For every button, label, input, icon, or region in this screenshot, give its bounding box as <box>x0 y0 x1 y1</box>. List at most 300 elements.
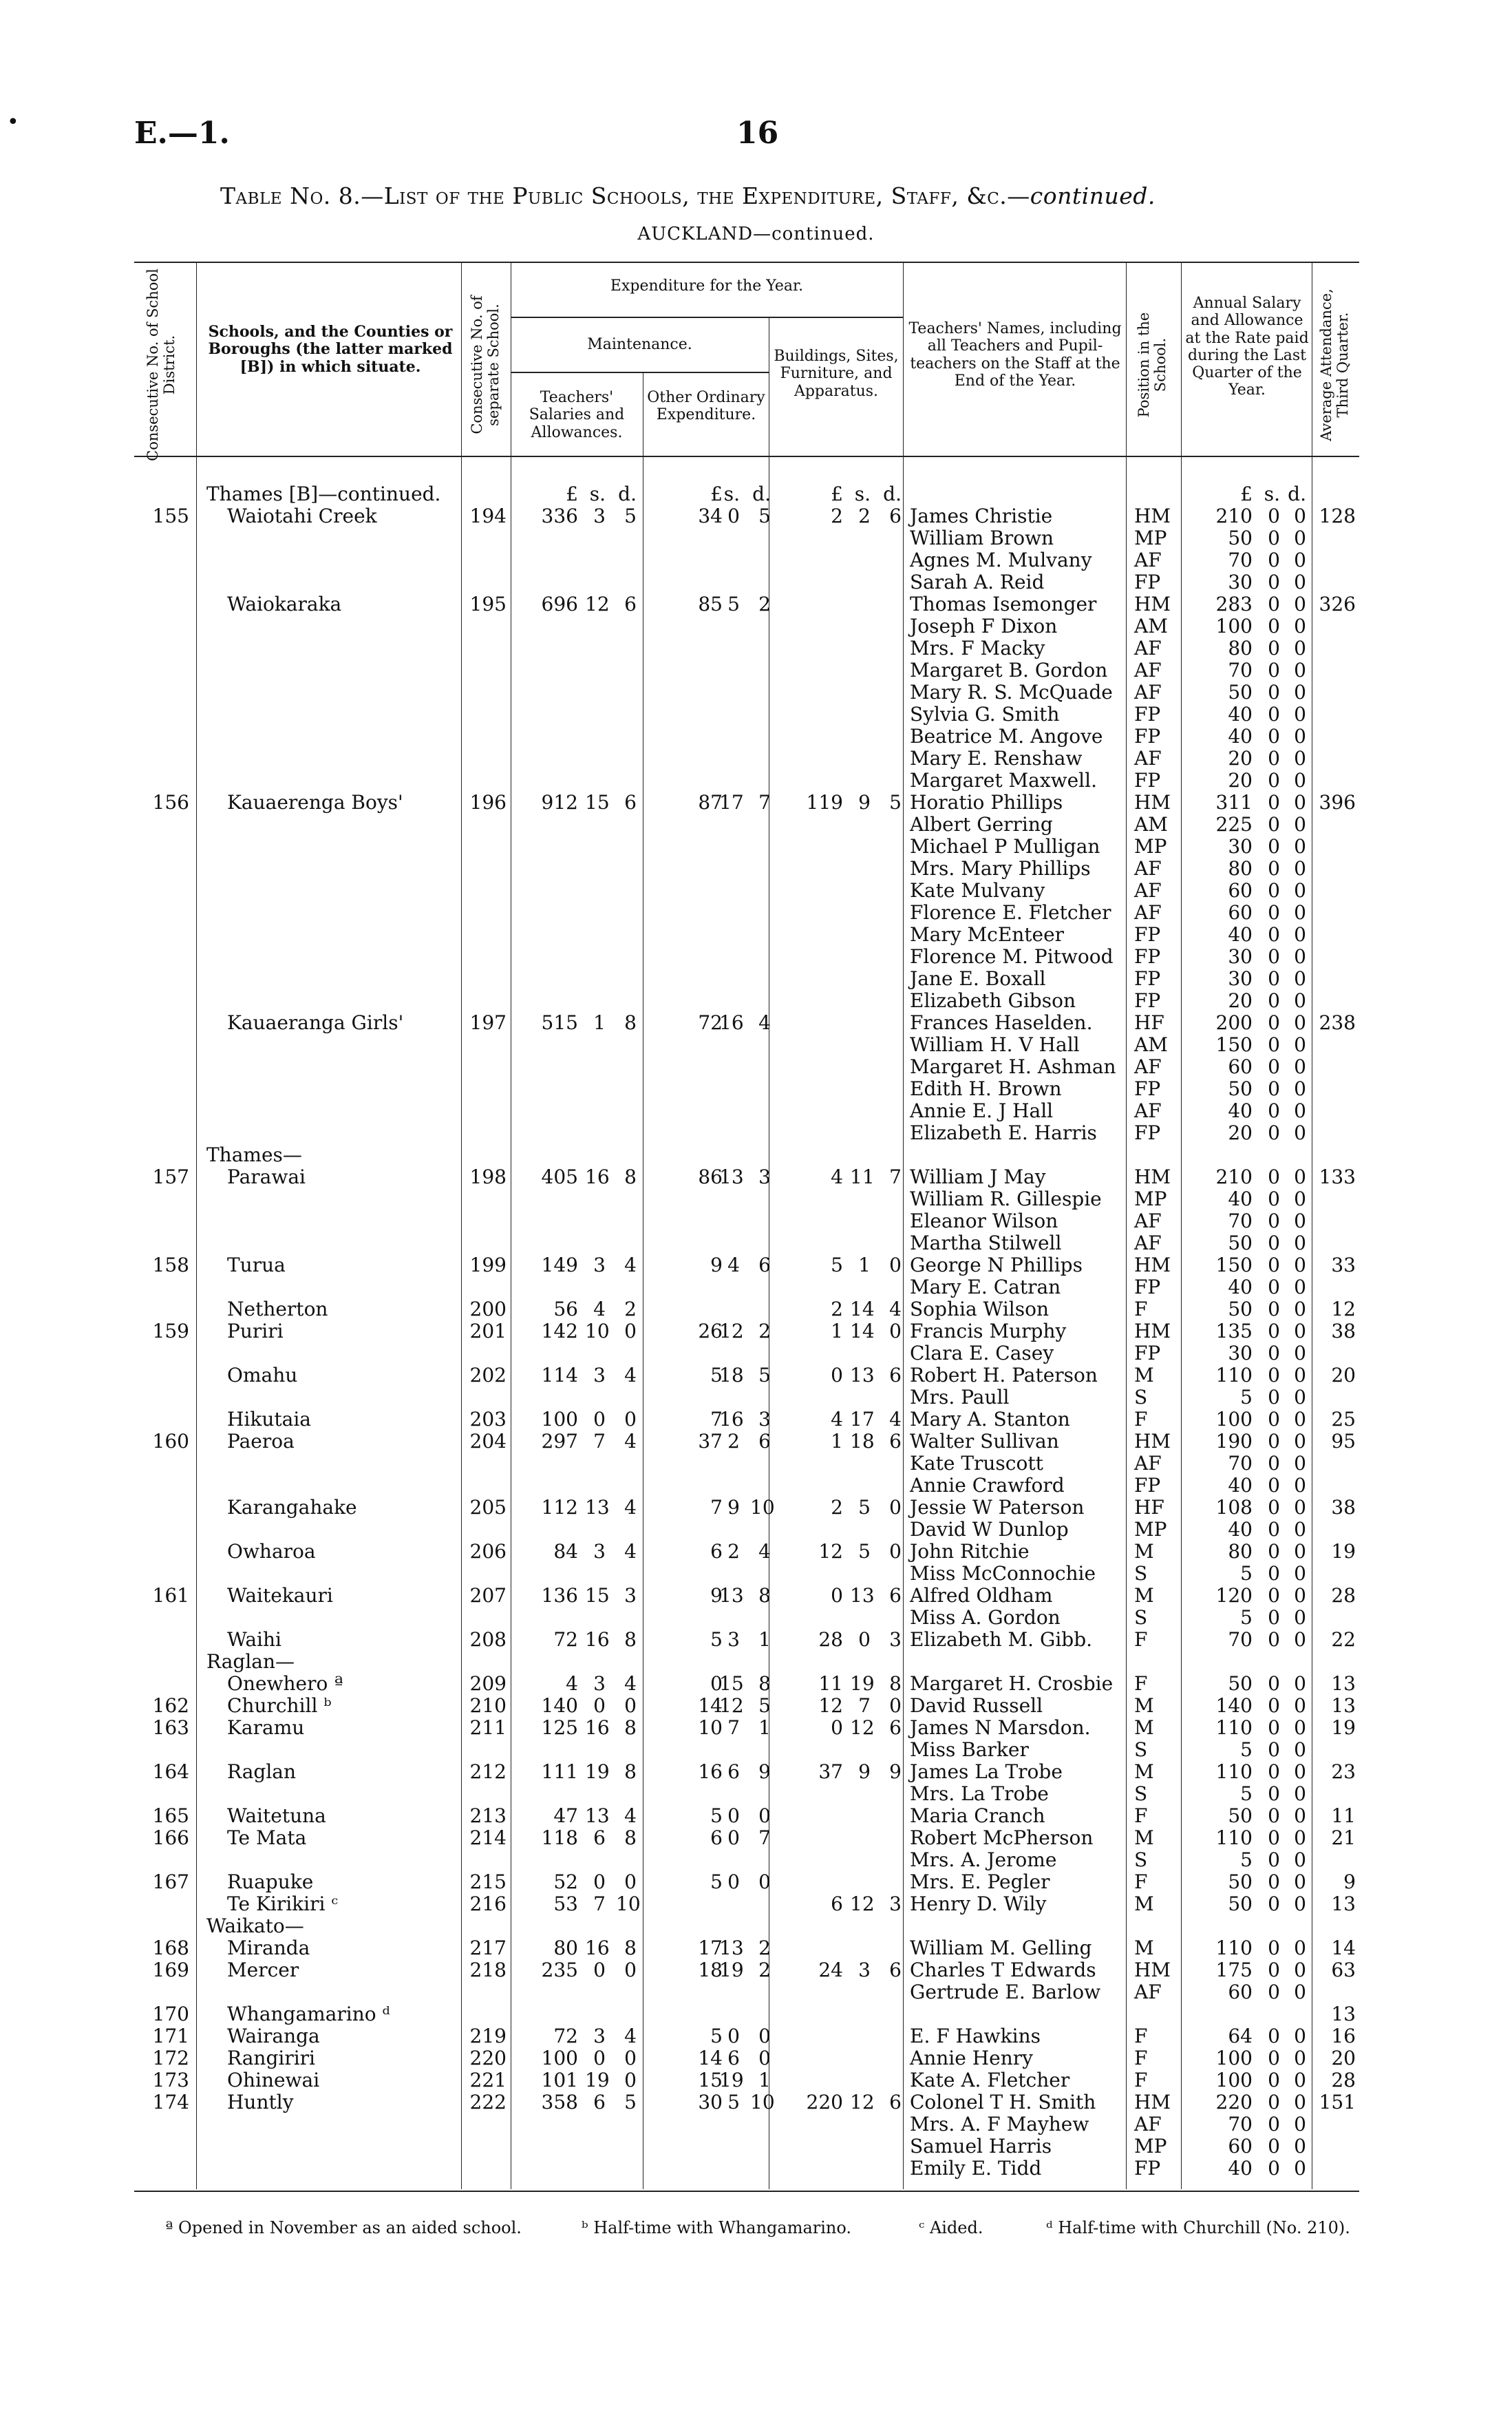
position: FP <box>1134 1077 1161 1100</box>
ann-pence: 0 <box>1294 725 1306 748</box>
oth-pounds: 5 <box>710 1870 723 1893</box>
school-name: Mercer <box>227 1959 299 1981</box>
ann-shillings: 0 <box>1268 2047 1280 2069</box>
school-name: Turua <box>227 1254 286 1276</box>
position: HM <box>1134 2091 1171 2113</box>
district-number: 171 <box>152 2025 189 2047</box>
ann-shillings: 0 <box>1268 2091 1280 2113</box>
school-name: Raglan— <box>206 1650 295 1673</box>
ann-pence: 0 <box>1294 923 1306 946</box>
oth-shillings: 0 <box>727 1870 740 1893</box>
ann-pounds: 60 <box>1228 879 1253 902</box>
attendance: 19 <box>1331 1716 1356 1739</box>
ann-pence: 0 <box>1294 659 1306 682</box>
position: F <box>1134 2069 1148 2091</box>
sal-pence: 0 <box>624 1870 637 1893</box>
table-title-suffix: continued. <box>1030 182 1156 209</box>
section-code: E.—1. <box>134 116 230 151</box>
ann-shillings: 0 <box>1268 1011 1280 1034</box>
ann-shillings: 0 <box>1268 1937 1280 1959</box>
oth-pence: 6 <box>758 1430 771 1453</box>
oth-pounds: 5 <box>710 2025 723 2047</box>
ann-pounds: 110 <box>1215 1716 1253 1739</box>
bld-shillings: 7 <box>858 1694 871 1717</box>
teacher-name: Mary E. Catran <box>910 1276 1061 1298</box>
ann-pounds: 40 <box>1228 1188 1253 1210</box>
sal-shillings: 3 <box>593 505 606 527</box>
position: MP <box>1134 2135 1167 2158</box>
position: S <box>1134 1606 1148 1629</box>
sal-pence: 4 <box>624 1430 637 1453</box>
sal-pence: 4 <box>624 1672 637 1695</box>
attendance: 128 <box>1319 505 1356 527</box>
ann-shillings: 0 <box>1268 989 1280 1012</box>
sal-pounds: 118 <box>541 1826 578 1849</box>
teacher-name: Albert Gerring <box>910 813 1053 836</box>
sal-pence: 8 <box>624 1166 637 1188</box>
ann-pence: 0 <box>1294 1232 1306 1254</box>
ann-shillings: 0 <box>1268 2069 1280 2091</box>
ann-pence: 0 <box>1294 703 1306 726</box>
teacher-name: William R. Gillespie <box>910 1188 1102 1210</box>
school-number: 204 <box>469 1430 507 1453</box>
header-bottom-rule <box>134 456 1359 457</box>
school-name: Miranda <box>227 1937 310 1959</box>
ann-pence: 0 <box>1294 945 1306 968</box>
sal-pounds: 149 <box>541 1254 578 1276</box>
ann-shillings: 0 <box>1268 1077 1280 1100</box>
ann-shillings: 0 <box>1268 593 1280 615</box>
ann-pounds: 80 <box>1228 1540 1253 1563</box>
sal-shillings: 19 <box>585 1760 610 1783</box>
sal-pounds: 114 <box>541 1364 578 1386</box>
oth-shillings: 5 <box>727 2091 740 2113</box>
sal-pence: 8 <box>624 1011 637 1034</box>
ann-shillings: 0 <box>1268 1298 1280 1320</box>
bld-pence: 4 <box>889 1298 902 1320</box>
position: FP <box>1134 725 1161 748</box>
sal-pence: 5 <box>624 505 637 527</box>
teacher-name: Elizabeth M. Gibb. <box>910 1628 1093 1651</box>
sal-pounds: 358 <box>541 2091 578 2113</box>
teacher-name: Colonel T H. Smith <box>910 2091 1096 2113</box>
ann-pence: 0 <box>1294 1210 1306 1232</box>
sal-pence: 8 <box>624 1826 637 1849</box>
oth-pence: 4 <box>758 1540 771 1563</box>
oth-shillings: 3 <box>727 1628 740 1651</box>
bld-shillings: 19 <box>850 1672 875 1695</box>
school-name: Kauaerenga Boys' <box>227 791 403 814</box>
position: HM <box>1134 1166 1171 1188</box>
ann-pence: 0 <box>1294 1320 1306 1342</box>
ann-pence: 0 <box>1294 769 1306 792</box>
attendance: 19 <box>1331 1540 1356 1563</box>
attendance: 21 <box>1331 1826 1356 1849</box>
ann-pounds: 175 <box>1215 1959 1253 1981</box>
attendance: 9 <box>1343 1870 1356 1893</box>
ann-pounds: 50 <box>1228 1298 1253 1320</box>
teacher-name: Kate A. Fletcher <box>910 2069 1070 2091</box>
sal-pence: 4 <box>624 1804 637 1827</box>
position: M <box>1134 1540 1154 1563</box>
ann-shillings: 0 <box>1268 681 1280 704</box>
ann-pounds: 70 <box>1228 2113 1253 2135</box>
district-number: 161 <box>152 1584 189 1607</box>
sal-pounds: 84 <box>553 1540 578 1563</box>
ann-shillings: 0 <box>1268 1342 1280 1364</box>
attendance: 13 <box>1331 1892 1356 1915</box>
ann-pence: 0 <box>1294 1408 1306 1431</box>
ann-pence: 0 <box>1294 1430 1306 1453</box>
school-number: 196 <box>469 791 507 814</box>
ann-pence: 0 <box>1294 967 1306 990</box>
oth-shillings: 7 <box>727 1716 740 1739</box>
district-number: 167 <box>152 1870 189 1893</box>
ann-pence: 0 <box>1294 989 1306 1012</box>
position: FP <box>1134 1474 1161 1497</box>
ann-pounds: 60 <box>1228 1055 1253 1078</box>
school-name: Waikato— <box>206 1915 304 1937</box>
ann-pence: 0 <box>1294 1077 1306 1100</box>
pound-head: £ <box>710 483 723 505</box>
teacher-name: Annie E. J Hall <box>910 1099 1054 1122</box>
ann-pence: 0 <box>1294 1276 1306 1298</box>
sal-pence: 4 <box>624 1364 637 1386</box>
position: AF <box>1134 901 1162 924</box>
ann-pounds: 108 <box>1215 1496 1253 1519</box>
position: HF <box>1134 1496 1164 1519</box>
ann-shillings: 0 <box>1268 1892 1280 1915</box>
ann-pounds: 80 <box>1228 637 1253 660</box>
sal-pounds: 53 <box>553 1892 578 1915</box>
teacher-name: Henry D. Wily <box>910 1892 1047 1915</box>
district-number: 157 <box>152 1166 189 1188</box>
bld-pounds: 4 <box>831 1408 843 1431</box>
oth-pounds: 18 <box>698 1959 723 1981</box>
oth-shillings: 5 <box>727 593 740 615</box>
sal-pounds: 56 <box>553 1298 578 1320</box>
shilling-head: s. <box>1264 483 1280 505</box>
district-number: 160 <box>152 1430 189 1453</box>
sal-pounds: 72 <box>553 2025 578 2047</box>
oth-shillings: 19 <box>719 2069 744 2091</box>
header-position: Position in the School. <box>1136 312 1169 418</box>
ann-shillings: 0 <box>1268 1716 1280 1739</box>
oth-pounds: 17 <box>698 1937 723 1959</box>
bld-shillings: 14 <box>850 1320 875 1342</box>
oth-pence: 0 <box>758 1870 771 1893</box>
district-number: 156 <box>152 791 189 814</box>
oth-pence: 0 <box>758 1804 771 1827</box>
ann-pence: 0 <box>1294 549 1306 571</box>
school-name: Ruapuke <box>227 1870 314 1893</box>
oth-shillings: 6 <box>727 2047 740 2069</box>
ann-pence: 0 <box>1294 2025 1306 2047</box>
bld-shillings: 5 <box>858 1540 871 1563</box>
teacher-name: Martha Stilwell <box>910 1232 1062 1254</box>
school-name: Waiotahi Creek <box>227 505 377 527</box>
ann-pounds: 100 <box>1215 2069 1253 2091</box>
position: F <box>1134 1804 1148 1827</box>
ann-pence: 0 <box>1294 637 1306 660</box>
ann-pence: 0 <box>1294 747 1306 770</box>
ann-pounds: 40 <box>1228 1474 1253 1497</box>
ann-shillings: 0 <box>1268 2025 1280 2047</box>
attendance: 13 <box>1331 1672 1356 1695</box>
position: FP <box>1134 703 1161 726</box>
school-name: Whangamarino ᵈ <box>227 2003 390 2025</box>
sal-pounds: 100 <box>541 1408 578 1431</box>
ann-shillings: 0 <box>1268 1408 1280 1431</box>
district-number: 163 <box>152 1716 189 1739</box>
oth-shillings: 0 <box>727 1826 740 1849</box>
ann-shillings: 0 <box>1268 901 1280 924</box>
teacher-name: Samuel Harris <box>910 2135 1052 2158</box>
oth-pounds: 0 <box>710 1672 723 1695</box>
ann-pounds: 70 <box>1228 1210 1253 1232</box>
bld-pounds: 1 <box>831 1430 843 1453</box>
bld-shillings: 11 <box>850 1166 875 1188</box>
ann-pence: 0 <box>1294 1628 1306 1651</box>
ann-pence: 0 <box>1294 2047 1306 2069</box>
school-number: 222 <box>469 2091 507 2113</box>
bld-pence: 0 <box>889 1540 902 1563</box>
ann-pence: 0 <box>1294 2091 1306 2113</box>
district-number: 173 <box>152 2069 189 2091</box>
oth-pounds: 30 <box>698 2091 723 2113</box>
ann-shillings: 0 <box>1268 1430 1280 1453</box>
oth-pence: 2 <box>758 1320 771 1342</box>
position: S <box>1134 1562 1148 1585</box>
sal-shillings: 19 <box>585 2069 610 2091</box>
position: MP <box>1134 1188 1167 1210</box>
attendance: 38 <box>1331 1320 1356 1342</box>
teacher-name: Annie Henry <box>910 2047 1033 2069</box>
ann-pounds: 5 <box>1240 1606 1253 1629</box>
header-annual: Annual Salary and Allowance at the Rate paid during the Last Quarter of the Year. <box>1185 295 1309 399</box>
bld-pence: 0 <box>889 1694 902 1717</box>
ann-pence: 0 <box>1294 1672 1306 1695</box>
teacher-name: Sylvia G. Smith <box>910 703 1060 726</box>
ann-pence: 0 <box>1294 1540 1306 1563</box>
header-top-rule <box>134 262 1359 263</box>
teacher-name: Florence M. Pitwood <box>910 945 1114 968</box>
position: HF <box>1134 1011 1164 1034</box>
ann-pounds: 30 <box>1228 945 1253 968</box>
bld-pounds: 24 <box>818 1959 843 1981</box>
attendance: 23 <box>1331 1760 1356 1783</box>
ann-shillings: 0 <box>1268 1848 1280 1871</box>
position: HM <box>1134 505 1171 527</box>
teacher-name: Frances Haselden. <box>910 1011 1093 1034</box>
oth-pence: 0 <box>758 2047 771 2069</box>
teacher-name: Margaret H. Ashman <box>910 1055 1116 1078</box>
ann-pence: 0 <box>1294 1937 1306 1959</box>
oth-shillings: 9 <box>727 1496 740 1519</box>
ann-pounds: 70 <box>1228 1628 1253 1651</box>
table-bottom-rule <box>134 2191 1359 2192</box>
district-number: 159 <box>152 1320 189 1342</box>
teacher-name: Miss Barker <box>910 1738 1029 1761</box>
table-title-prefix: Table No. 8.—List of the Public Schools, the Expenditure, Staff, &c.— <box>220 182 1030 209</box>
oth-shillings: 15 <box>719 1672 744 1695</box>
ann-pence: 0 <box>1294 1892 1306 1915</box>
sal-pounds: 72 <box>553 1628 578 1651</box>
teacher-name: Joseph F Dixon <box>910 615 1058 637</box>
ann-pence: 0 <box>1294 1584 1306 1607</box>
sal-shillings: 13 <box>585 1496 610 1519</box>
col-rule-8 <box>1181 262 1182 2189</box>
header-consec-district: Consecutive No. of School District. <box>145 268 178 461</box>
ann-pounds: 5 <box>1240 1562 1253 1585</box>
ann-shillings: 0 <box>1268 923 1280 946</box>
sal-shillings: 16 <box>585 1716 610 1739</box>
sal-pounds: 297 <box>541 1430 578 1453</box>
teacher-name: Charles T Edwards <box>910 1959 1096 1981</box>
ann-pounds: 150 <box>1215 1254 1253 1276</box>
oth-pounds: 37 <box>698 1430 723 1453</box>
school-name: Karangahake <box>227 1496 357 1519</box>
oth-pounds: 10 <box>698 1716 723 1739</box>
ann-pence: 0 <box>1294 1981 1306 2003</box>
oth-pounds: 5 <box>710 1364 723 1386</box>
school-name: Karamu <box>227 1716 305 1739</box>
position: AF <box>1134 1055 1162 1078</box>
ann-shillings: 0 <box>1268 813 1280 836</box>
oth-shillings: 13 <box>719 1166 744 1188</box>
attendance: 133 <box>1319 1166 1356 1188</box>
bld-pounds: 37 <box>818 1760 843 1783</box>
position: FP <box>1134 571 1161 593</box>
teacher-name: James Christie <box>910 505 1053 527</box>
bld-pounds: 2 <box>831 1298 843 1320</box>
position: HM <box>1134 1430 1171 1453</box>
attendance: 151 <box>1319 2091 1356 2113</box>
sal-shillings: 12 <box>585 593 610 615</box>
position: F <box>1134 1672 1148 1695</box>
ann-shillings: 0 <box>1268 1166 1280 1188</box>
pence-head: d. <box>752 483 771 505</box>
position: F <box>1134 2047 1148 2069</box>
sal-pounds: 336 <box>541 505 578 527</box>
teacher-name: Elizabeth E. Harris <box>910 1121 1097 1144</box>
ann-pounds: 50 <box>1228 681 1253 704</box>
ann-pence: 0 <box>1294 2135 1306 2158</box>
ann-shillings: 0 <box>1268 703 1280 726</box>
ann-shillings: 0 <box>1268 1540 1280 1563</box>
school-name: Te Kirikiri ᶜ <box>227 1892 339 1915</box>
footnote: ᵈ Half-time with Churchill (No. 210). <box>1046 2218 1350 2237</box>
ann-pounds: 40 <box>1228 1276 1253 1298</box>
school-number: 210 <box>469 1694 507 1717</box>
ann-pence: 0 <box>1294 1033 1306 1056</box>
teacher-name: Mrs. Paull <box>910 1386 1010 1409</box>
bld-pounds: 28 <box>818 1628 843 1651</box>
ann-pence: 0 <box>1294 1386 1306 1409</box>
position: AF <box>1134 549 1162 571</box>
ann-shillings: 0 <box>1268 1562 1280 1585</box>
bld-pence: 9 <box>889 1760 902 1783</box>
position: AF <box>1134 637 1162 660</box>
sal-pence: 0 <box>624 1408 637 1431</box>
school-name: Raglan <box>227 1760 297 1783</box>
attendance: 13 <box>1331 2003 1356 2025</box>
ann-shillings: 0 <box>1268 1188 1280 1210</box>
header-buildings: Buildings, Sites, Furniture, and Apparatus. <box>774 348 899 400</box>
teacher-name: William J May <box>910 1166 1046 1188</box>
bld-shillings: 5 <box>858 1496 871 1519</box>
ann-pounds: 311 <box>1215 791 1253 814</box>
ann-pence: 0 <box>1294 1782 1306 1805</box>
teacher-name: Jessie W Paterson <box>910 1496 1085 1519</box>
position: F <box>1134 1408 1148 1431</box>
school-number: 217 <box>469 1937 507 1959</box>
teacher-name: Jane E. Boxall <box>910 967 1046 990</box>
ann-shillings: 0 <box>1268 879 1280 902</box>
teacher-name: William M. Gelling <box>910 1937 1092 1959</box>
sal-pence: 4 <box>624 1540 637 1563</box>
school-number: 203 <box>469 1408 507 1431</box>
ann-pence: 0 <box>1294 1188 1306 1210</box>
position: S <box>1134 1782 1148 1805</box>
school-name: Netherton <box>227 1298 328 1320</box>
attendance: 238 <box>1319 1011 1356 1034</box>
ann-shillings: 0 <box>1268 857 1280 880</box>
teacher-name: Annie Crawford <box>910 1474 1065 1497</box>
oth-shillings: 17 <box>719 791 744 814</box>
ann-pounds: 210 <box>1215 1166 1253 1188</box>
bld-shillings: 3 <box>858 1959 871 1981</box>
oth-shillings: 19 <box>719 1959 744 1981</box>
ann-shillings: 0 <box>1268 835 1280 858</box>
shilling-head: s. <box>723 483 740 505</box>
bld-pence: 0 <box>889 1320 902 1342</box>
position: HM <box>1134 1320 1171 1342</box>
oth-pounds: 15 <box>698 2069 723 2091</box>
attendance: 16 <box>1331 2025 1356 2047</box>
bld-shillings: 0 <box>858 1628 871 1651</box>
sal-pounds: 101 <box>541 2069 578 2091</box>
ann-pounds: 200 <box>1215 1011 1253 1034</box>
bld-pounds: 2 <box>831 1496 843 1519</box>
school-name: Waitetuna <box>227 1804 326 1827</box>
col-rule-6 <box>903 262 904 2189</box>
bld-pence: 0 <box>889 1496 902 1519</box>
ann-shillings: 0 <box>1268 1959 1280 1981</box>
position: FP <box>1134 1342 1161 1364</box>
ann-shillings: 0 <box>1268 549 1280 571</box>
position: FP <box>1134 989 1161 1012</box>
page-number: 16 <box>736 116 779 151</box>
position: M <box>1134 1937 1154 1959</box>
bld-pounds: 1 <box>831 1320 843 1342</box>
ann-shillings: 0 <box>1268 1826 1280 1849</box>
position: AF <box>1134 2113 1162 2135</box>
position: M <box>1134 1364 1154 1386</box>
position: HM <box>1134 1254 1171 1276</box>
ann-shillings: 0 <box>1268 1672 1280 1695</box>
teacher-name: William Brown <box>910 527 1054 549</box>
position: AM <box>1134 813 1168 836</box>
teacher-name: Margaret B. Gordon <box>910 659 1108 682</box>
oth-pounds: 87 <box>698 791 723 814</box>
ann-shillings: 0 <box>1268 1694 1280 1717</box>
bld-pounds: 0 <box>831 1584 843 1607</box>
ann-shillings: 0 <box>1268 791 1280 814</box>
teacher-name: Mary A. Stanton <box>910 1408 1070 1431</box>
bld-pence: 6 <box>889 1959 902 1981</box>
district-number: 158 <box>152 1254 189 1276</box>
